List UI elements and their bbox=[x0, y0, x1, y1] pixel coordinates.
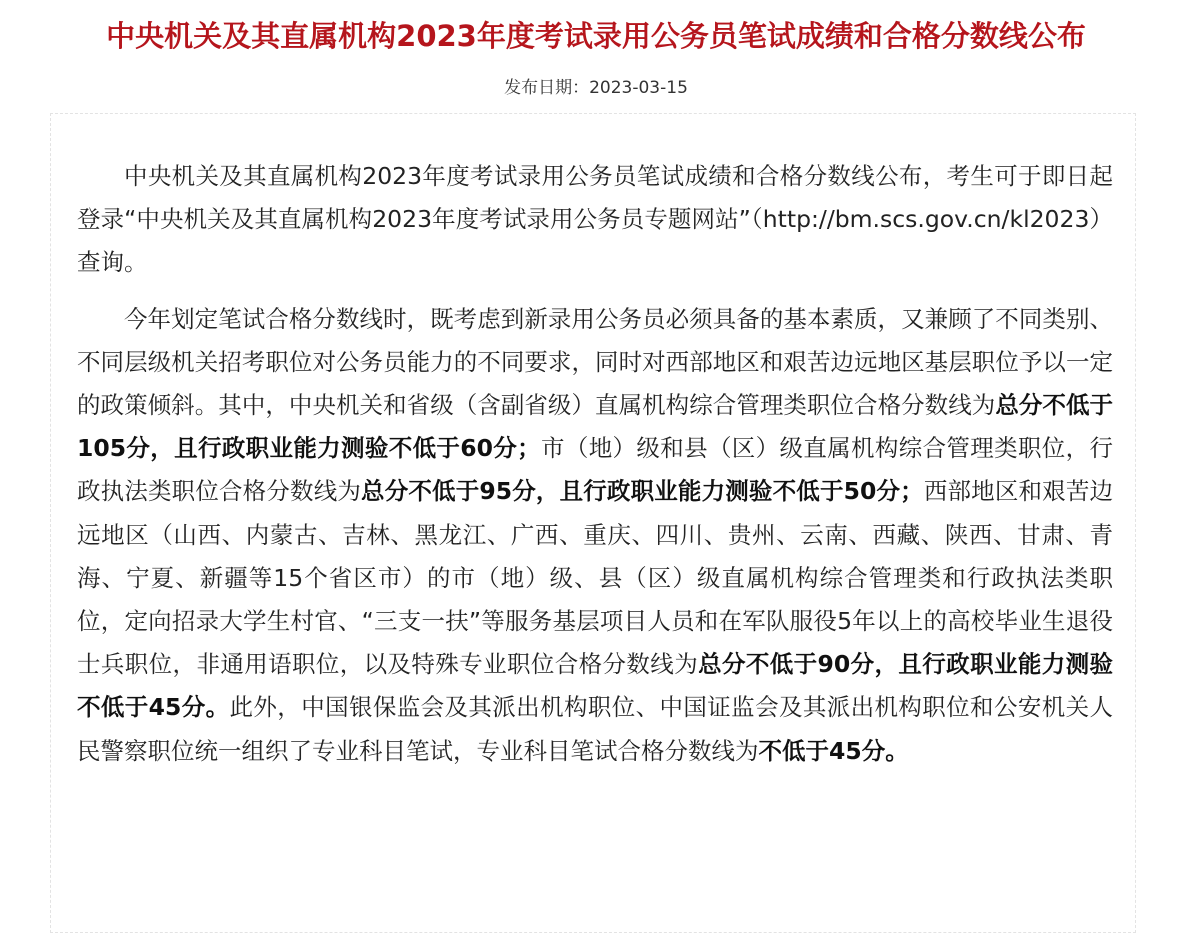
paragraph-text: 市（地）级和县（区）级直属机构综合管理类职位，行政执法类职位合格分数线为 bbox=[77, 434, 1114, 506]
publish-date-label: 发布日期： bbox=[504, 78, 590, 98]
paragraph-intro bbox=[77, 155, 1113, 285]
article-body bbox=[77, 155, 1113, 786]
paragraph-text: 此外，中国银保监会及其派出机构职位、中国证监会及其派出机构职位和公安机关人民警察职位统一组织了专业科目笔试，专业科目笔试合格分数线为 bbox=[77, 693, 1113, 765]
paragraph-score-lines bbox=[77, 298, 1113, 773]
paragraph-text: 今年划定笔试合格分数线时，既考虑到新录用公务员必须具备的基本素质，又兼顾了不同类别、不同层级机关招考职位对公务员能力的不同要求，同时对西部地区和艰苦边远地区基层职位予以一定的政策倾斜。其中，中央机关和省级（含副省级）直属机构综合管理类职位合格分数线为 bbox=[77, 304, 1113, 420]
paragraph-text: 中央机关及其直属机构2023年度考试录用公务员笔试成绩和合格分数线公布，考生可于即日起登录“中央机关及其直属机构2023年度考试录用公务员专题网站”（http://bm.scs.gov.cn/kl2023）查询。 bbox=[77, 162, 1113, 277]
score-line-western-remote: 总分不低于90分，且行政职业能力测验不低于45分。 bbox=[77, 650, 1114, 722]
paragraph-text: 西部地区和艰苦边远地区（山西、内蒙古、吉林、黑龙江、广西、重庆、四川、贵州、云南、西藏、陕西、甘肃、青海、宁夏、新疆等15个省区市）的市（地）级、县（区）级直属机构综合管理类和行政执法类职位，定向招录大学生村官、“三支一扶”等服务基层项目人员和在军队服役5年以上的高校毕业生退役士兵职位，非通用语职位，以及特殊专业职位合格分数线为 bbox=[77, 477, 1114, 679]
score-line-central-provincial: 总分不低于105分，且行政职业能力测验不低于60分； bbox=[77, 391, 1114, 463]
publish-date bbox=[0, 76, 1192, 100]
score-line-professional-subject: 不低于45分。 bbox=[758, 736, 909, 765]
score-line-city-county: 总分不低于95分，且行政职业能力测验不低于50分； bbox=[361, 477, 924, 506]
page-title: 中央机关及其直属机构2023年度考试录用公务员笔试成绩和合格分数线公布 bbox=[106, 19, 1086, 53]
publish-date-value: 2023-03-15 bbox=[589, 78, 688, 98]
